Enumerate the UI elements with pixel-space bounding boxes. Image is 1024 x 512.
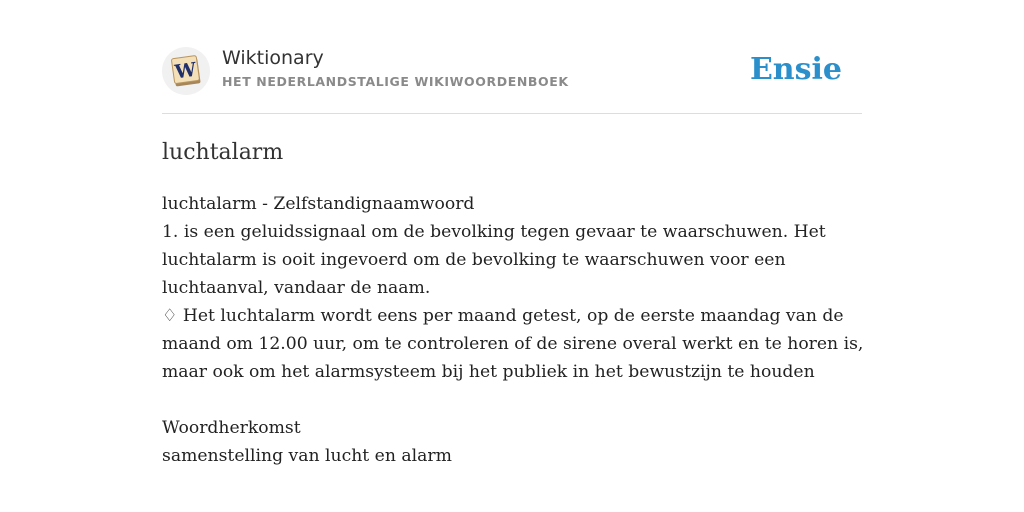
wiktionary-logo-icon[interactable] [162,47,210,95]
etymology-text: samenstelling van lucht en alarm [162,446,452,466]
example-line: maar ook om het alarmsysteem bij het publiek in het bewustzijn te houden [162,362,815,382]
ensie-brand-logo[interactable]: Ensie [749,52,842,87]
site-name[interactable]: Wiktionary [222,47,324,69]
site-header [162,44,862,96]
site-tagline: HET NEDERLANDSTALIGE WIKIWOORDENBOEK [222,74,569,89]
page [162,0,862,512]
entry-content [162,190,862,470]
definition-line: luchtaanval, vandaar de naam. [162,278,431,298]
definition-line: luchtalarm is ooit ingevoerd om de bevolking te waarschuwen voor een [162,250,786,270]
entry-title: luchtalarm [162,140,284,165]
example-line: ♢ Het luchtalarm wordt eens per maand getest, op de eerste maandag van de [162,306,844,326]
svg-text:W: W [173,58,198,84]
wiktionary-logo-graphic [167,52,205,90]
definition-line: 1. is een geluidssignaal om de bevolking tegen gevaar te waarschuwen. Het [162,222,826,242]
header-divider [162,113,862,114]
example-line: maand om 12.00 uur, om te controleren of de sirene overal werkt en te horen is, [162,334,864,354]
blank-line [162,386,862,414]
etymology-heading: Woordherkomst [162,418,301,438]
word-class-line: luchtalarm - Zelfstandignaamwoord [162,194,475,214]
